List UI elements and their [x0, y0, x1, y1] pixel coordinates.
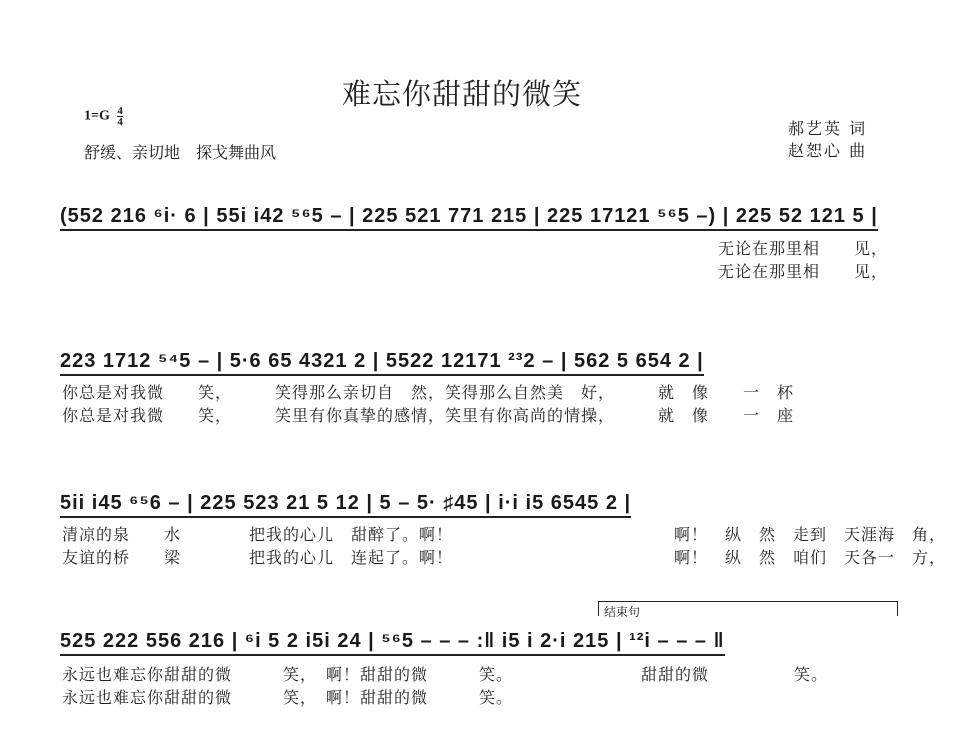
lyrics-line-3-verse-1: 清凉的泉 水 把我的心儿 甜醉了。啊！ 啊！ 纵 然 走到 天涯海 角，: [62, 525, 947, 544]
key-signature: [84, 106, 123, 127]
coda-label: 结束句: [604, 605, 641, 619]
notation-line-1: (552 216 ⁶i· 6 | 55i i42 ⁵⁶5 – | 225 521 771 215 | 225 17121 ⁵⁶5 –) | 225 52 121 5 |: [60, 205, 878, 231]
tempo-marking: 舒缓、亲切地 探戈舞曲风: [84, 143, 277, 162]
lyrics-line-1-verse-2: 无论在那里相 见，: [718, 262, 889, 281]
song-title: 难忘你甜甜的微笑: [342, 77, 583, 111]
composer-credit: 赵恕心 曲: [788, 141, 868, 160]
lyricist-credit: 郝艺英 词: [788, 119, 868, 138]
time-bottom: 4: [117, 116, 123, 128]
lyrics-line-2-verse-1: 你总是对我微 笑， 笑得那么亲切自 然，笑得那么自然美 好， 就 像 一 杯: [62, 383, 795, 402]
lyrics-line-2-verse-2: 你总是对我微 笑， 笑里有你真挚的感情，笑里有你高尚的情操， 就 像 一 座: [62, 406, 795, 425]
time-top: 4: [117, 105, 123, 117]
lyrics-line-4-verse-2: 永远也难忘你甜甜的微 笑， 啊！甜甜的微 笑。: [62, 688, 514, 707]
coda-bracket: [598, 601, 898, 616]
notation-line-4: 525 222 556 216 | ⁶i 5 2 i5i 24 | ⁵⁶5 – – – :‖ i5 i 2·i 215 | ¹²i – – – ‖: [60, 630, 725, 656]
notation-line-3: 5ii i45 ⁶⁵6 – | 225 523 21 5 12 | 5 – 5· ♯45 | i·i i5 6545 2 |: [60, 492, 631, 518]
time-signature: [117, 106, 123, 127]
lyrics-line-3-verse-2: 友谊的桥 梁 把我的心儿 连起了。啊！ 啊！ 纵 然 咱们 天各一 方，: [62, 548, 947, 567]
lyrics-line-1-verse-1: 无论在那里相 见，: [718, 239, 889, 258]
key-label: 1=G: [84, 108, 110, 124]
notation-line-2: 223 1712 ⁵⁴5 – | 5·6 65 4321 2 | 5522 12171 ²³2 – | 562 5 654 2 |: [60, 350, 704, 376]
lyrics-line-4-verse-1: 永远也难忘你甜甜的微 笑， 啊！甜甜的微 笑。 甜甜的微 笑。: [62, 665, 829, 684]
